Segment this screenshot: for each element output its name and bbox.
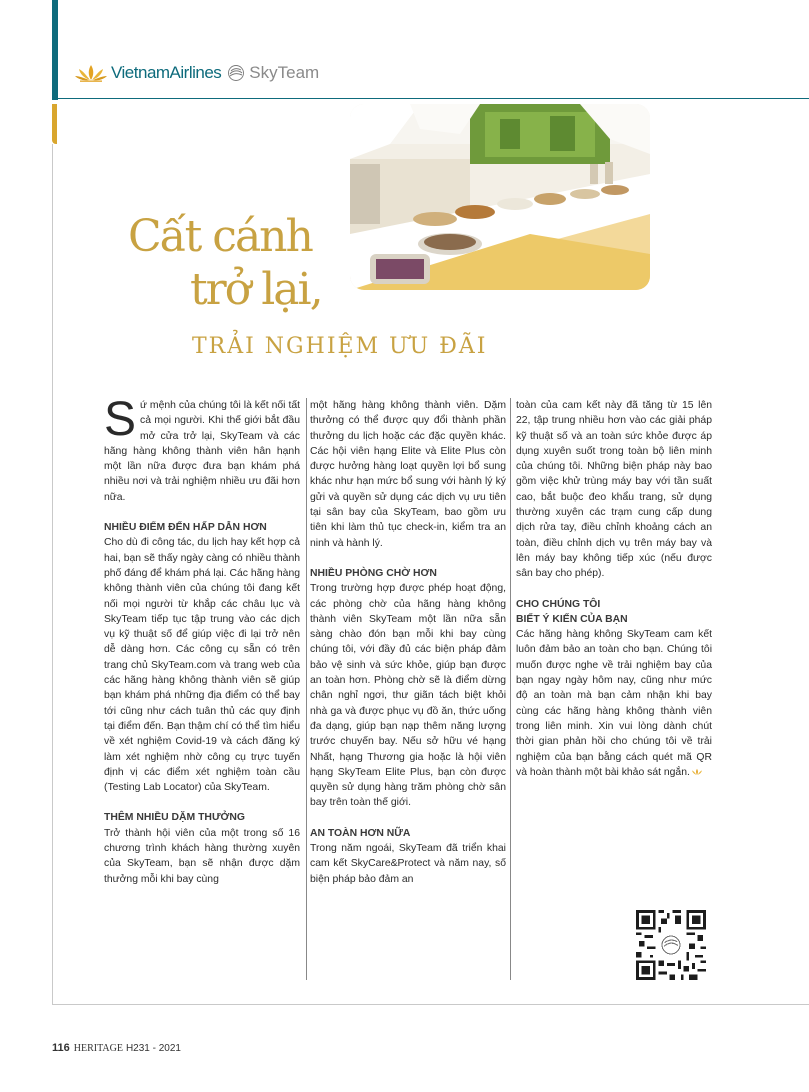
- page-footer: [52, 1042, 181, 1054]
- brand-name: VietnamAirlines: [111, 63, 222, 82]
- dropcap: S: [104, 393, 137, 446]
- section-body-destinations: Cho dù đi công tác, du lịch hay kết hợp cả hai, bạn sẽ thấy ngày càng có nhiều thành phố đáng để khám phá lại. Các hãng hàng không thành viên của chúng tôi đang kết nối mọi người từ khắp các châu lục và SkyTeam tiếp tục tập trung vào các dịch vụ kỹ thuật số để giúp việc đi lại trở nên dễ dàng hơn. Các công cụ sẵn có trên trang chủ SkyTeam.com và trang web của các hãng hàng không thành viên sẽ giúp bạn khám phá những địa điểm có thể bay tới cũng như cách tuân thủ các quy định tại điểm đến. Bạn thậm chí có thể tìm hiểu về xét nghiệm Covid-19 và cách đăng ký làm xét nghiệm nhờ công cụ trực tuyến định vị các điểm xét nghiệm toàn cầu (Testing Lab Locator) của SkyTeam.: [104, 537, 300, 794]
- teal-frame-vertical: [52, 0, 58, 100]
- section-body-safety-cont: toàn của cam kết này đã tăng từ 15 lên 22, tập trung nhiều hơn vào các giải pháp kỹ thuật số và an toàn sức khỏe được áp dụng xuyên suốt trong toàn bộ liên minh của chúng tôi. Những biện pháp này bao gồm việc khử trùng máy bay với tần suất cao, bắt buộc đeo khẩu trang, sử dụng thường xuyên các trạm cung cấp dung dịch rửa tay, điều chỉnh khoảng cách an toàn, điều chỉnh dịch vụ trên máy bay và lên máy bay không tiếp xúc (nếu được sân bay cho phép).: [516, 400, 712, 580]
- intro-paragraph: ứ mệnh của chúng tôi là kết nối tất cả mọi người. Khi thế giới bắt đầu mở cửa trở lại, SkyTeam và các hãng hàng không thành viên hân hạnh một lần nữa được đưa bạn khám phá nhiều nơi và trải nghiệm nhiều ưu đãi hơn nữa.: [104, 400, 300, 503]
- frame-rule-left: [52, 144, 53, 1004]
- column-2: [310, 398, 506, 887]
- lounge-photo: [350, 104, 650, 290]
- column-1: [104, 393, 300, 887]
- gold-frame-vertical: [52, 104, 57, 144]
- section-body-safety-start: Trong năm ngoái, SkyTeam đã triển khai cam kết SkyCare&Protect và năm nay, số biện pháp bảo đảm an: [310, 843, 506, 885]
- magazine-name: HERITAGE: [73, 1043, 123, 1054]
- header-logo: [74, 62, 319, 84]
- feedback-text: Các hãng hàng không SkyTeam cam kết luôn đảm bảo an toàn cho bạn. Chúng tôi muốn được nghe về trải nghiệm bay của bạn ngay ngày hôm nay, cũng như mức độ an toàn mà bạn cảm nhận khi bay cùng các hãng hàng không thành viên trong liên minh. Xin vui lòng dành chút thời gian phản hồi cho chúng tôi về trải nghiệm của bạn bằng cách quét mã QR và hoàn thành một bài khảo sát ngắn.: [516, 629, 712, 778]
- column-divider-1: [306, 398, 307, 980]
- end-mark-lotus-icon: [690, 768, 704, 776]
- skyteam-swirl-icon: [227, 64, 245, 82]
- page-number: 116: [52, 1042, 70, 1054]
- column-divider-2: [510, 398, 511, 980]
- section-heading-miles: THÊM NHIỀU DẶM THƯỞNG: [104, 812, 246, 824]
- section-body-miles-start: Trở thành hội viên của một trong số 16 chương trình khách hàng thường xuyên của SkyTeam, bạn sẽ nhận được dặm thưởng mỗi khi bay cùng: [104, 827, 300, 885]
- section-body-lounges: Trong trường hợp được phép hoạt động, các phòng chờ của hãng hàng không thành viên SkyTeam một lần nữa sẵn sàng chào đón bạn mỗi khi bay cùng chúng tôi, với đầy đủ các biện pháp đảm bảo vệ sinh và sức khỏe, giúp bạn được an toàn hơn. Phòng chờ sẽ là điểm dừng chân nghỉ ngơi, thư giãn tách biệt khỏi nhà ga và được phục vụ đồ ăn, thức uống đa dạng, giúp bạn nạp thêm năng lượng trước chuyến bay. Nếu sở hữu vé hạng Nhất, hạng Thương gia hoặc là hội viên hạng SkyTeam Elite Plus, bạn còn được quyền sử dụng hàng trăm phòng chờ sân bay trên toàn thế giới.: [310, 583, 506, 809]
- article-title-line2: trở lại,: [190, 264, 322, 315]
- frame-rule-bottom: [52, 1004, 809, 1005]
- article-title-line1: Cất cánh: [128, 211, 312, 262]
- section-body-feedback: [516, 627, 712, 780]
- section-body-miles-cont: một hãng hàng không thành viên. Dặm thưởng có thể được quy đổi thành phần thưởng du lịch hoặc các đặc quyền khác. Các hội viên hạng Elite và Elite Plus còn được hưởng hàng loạt quyền lợi bổ sung khác như hạn mức bổ sung với hành lý ký gửi và quyền sử dụng các dịch vụ ưu tiên tại sân bay của SkyTeam, bao gồm ưu tiên khi làm thủ tục check-in, kiểm tra an ninh và hành lý.: [310, 400, 506, 549]
- column-3: [516, 398, 712, 780]
- section-heading-destinations: NHIỀU ĐIỂM ĐẾN HẤP DẪN HƠN: [104, 522, 267, 534]
- teal-frame-horizontal: [52, 98, 809, 99]
- section-heading-feedback-line1: CHO CHÚNG TÔI: [516, 598, 601, 610]
- lotus-icon: [74, 64, 108, 82]
- section-heading-safety: AN TOÀN HƠN NỮA: [310, 827, 411, 839]
- article-subtitle: TRẢI NGHIỆM ƯU ĐÃI: [192, 334, 488, 359]
- section-heading-feedback-line2: BIẾT Ý KIẾN CỦA BẠN: [516, 613, 628, 625]
- section-heading-lounges: NHIỀU PHÒNG CHỜ HƠN: [310, 567, 437, 579]
- issue-label: H231 - 2021: [125, 1043, 181, 1054]
- alliance-name: SkyTeam: [249, 63, 320, 82]
- survey-qr-code[interactable]: [636, 910, 706, 980]
